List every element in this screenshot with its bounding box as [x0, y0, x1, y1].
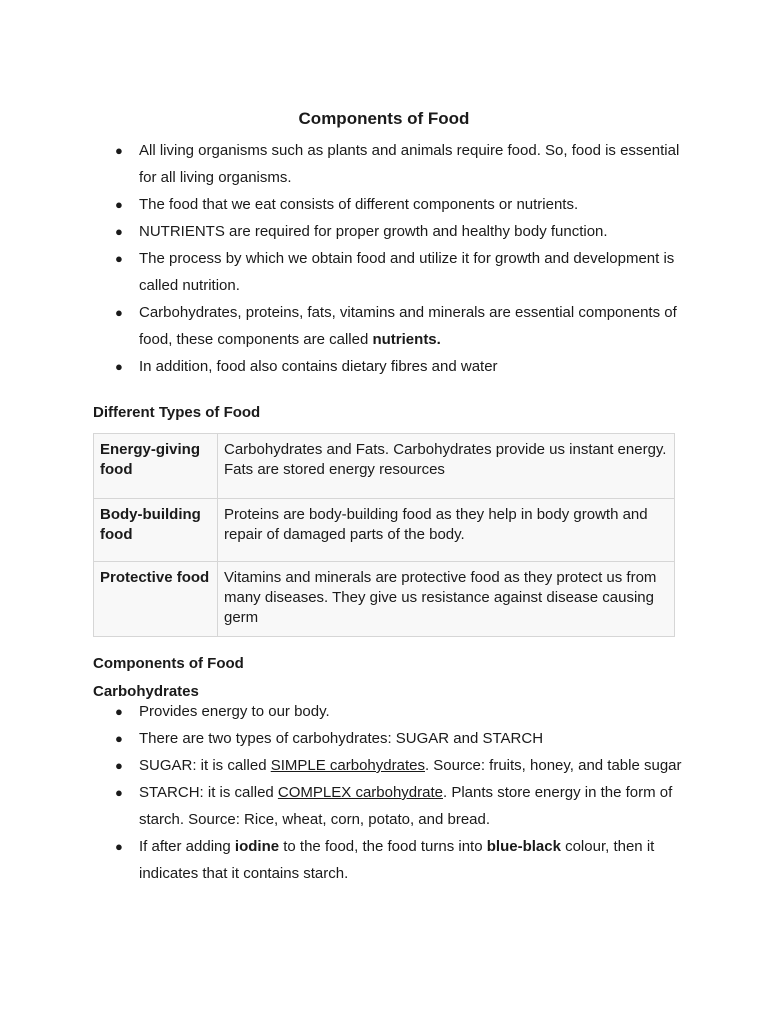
list-item-text: . Plants store energy in the form of starch. Source: Rice, wheat, corn, potato, and bread. — [139, 784, 673, 828]
underlined-term: SIMPLE carbohydrates — [270, 757, 425, 774]
list-item — [115, 191, 685, 218]
list-item — [115, 218, 685, 245]
section-heading-components: Components of Food — [93, 655, 244, 672]
list-item-bold-text: iodine — [234, 838, 280, 855]
list-item-text: . Source: fruits, honey, and table sugar — [424, 757, 682, 774]
carbohydrates-bullet-list — [115, 698, 685, 887]
list-item — [115, 752, 685, 779]
list-item-text: If after adding — [139, 838, 235, 855]
list-item-text: All living organisms such as plants and animals require food. So, food is essential for all living organisms. — [139, 142, 680, 186]
intro-bullet-list — [115, 137, 685, 380]
bullet-icon: ● — [115, 758, 123, 773]
table-cell-category: Protective food — [94, 562, 218, 637]
list-item-text: In addition, food also contains dietary fibres and water — [139, 358, 498, 375]
list-item-bold-text: blue-black — [486, 838, 561, 855]
bullet-icon: ● — [115, 251, 123, 266]
list-item — [115, 245, 685, 299]
bullet-icon: ● — [115, 197, 123, 212]
list-item — [115, 725, 685, 752]
list-item-text: Carbohydrates, proteins, fats, vitamins and minerals are essential components of food, these components are called — [139, 304, 677, 348]
table-row — [94, 562, 675, 637]
bullet-icon: ● — [115, 704, 123, 719]
table-cell-category: Energy-giving food — [94, 434, 218, 499]
list-item-text: There are two types of carbohydrates: SUGAR and STARCH — [139, 730, 544, 747]
page-title: Components of Food — [298, 109, 470, 128]
table-cell-description: Vitamins and minerals are protective food as they protect us from many diseases. They give us resistance against disease causing germ — [218, 562, 675, 637]
list-item-text: STARCH: it is called — [139, 784, 278, 801]
list-item — [115, 299, 685, 353]
list-item-text: Provides energy to our body. — [139, 703, 330, 720]
list-item-text: The food that we eat consists of different components or nutrients. — [139, 196, 579, 213]
bullet-icon: ● — [115, 785, 123, 800]
table-cell-category: Body-building food — [94, 499, 218, 562]
list-item-text: SUGAR: it is called — [139, 757, 271, 774]
bullet-icon: ● — [115, 839, 123, 854]
bullet-icon: ● — [115, 731, 123, 746]
list-item-text: to the food, the food turns into — [279, 838, 487, 855]
food-types-table — [93, 433, 675, 637]
subsection-heading-carbohydrates: Carbohydrates — [93, 683, 199, 700]
bullet-icon: ● — [115, 143, 123, 158]
bullet-icon: ● — [115, 305, 123, 320]
list-item-text: NUTRIENTS are required for proper growth and healthy body function. — [139, 223, 608, 240]
bullet-icon: ● — [115, 359, 123, 374]
list-item-bold-text: nutrients. — [372, 331, 441, 348]
list-item — [115, 833, 685, 887]
bullet-icon: ● — [115, 224, 123, 239]
list-item — [115, 698, 685, 725]
list-item — [115, 137, 685, 191]
table-row — [94, 499, 675, 562]
underlined-term: COMPLEX carbohydrate — [277, 784, 443, 801]
table-row — [94, 434, 675, 499]
list-item-text: The process by which we obtain food and utilize it for growth and development is called nutrition. — [139, 250, 675, 294]
section-heading-types: Different Types of Food — [93, 404, 261, 421]
list-item — [115, 353, 685, 380]
list-item — [115, 779, 685, 833]
table-cell-description: Carbohydrates and Fats. Carbohydrates provide us instant energy. Fats are stored energy resources — [218, 434, 675, 499]
table-cell-description: Proteins are body-building food as they help in body growth and repair of damaged parts of the body. — [218, 499, 675, 562]
list-item-text: colour, then it indicates that it contains starch. — [139, 838, 655, 882]
